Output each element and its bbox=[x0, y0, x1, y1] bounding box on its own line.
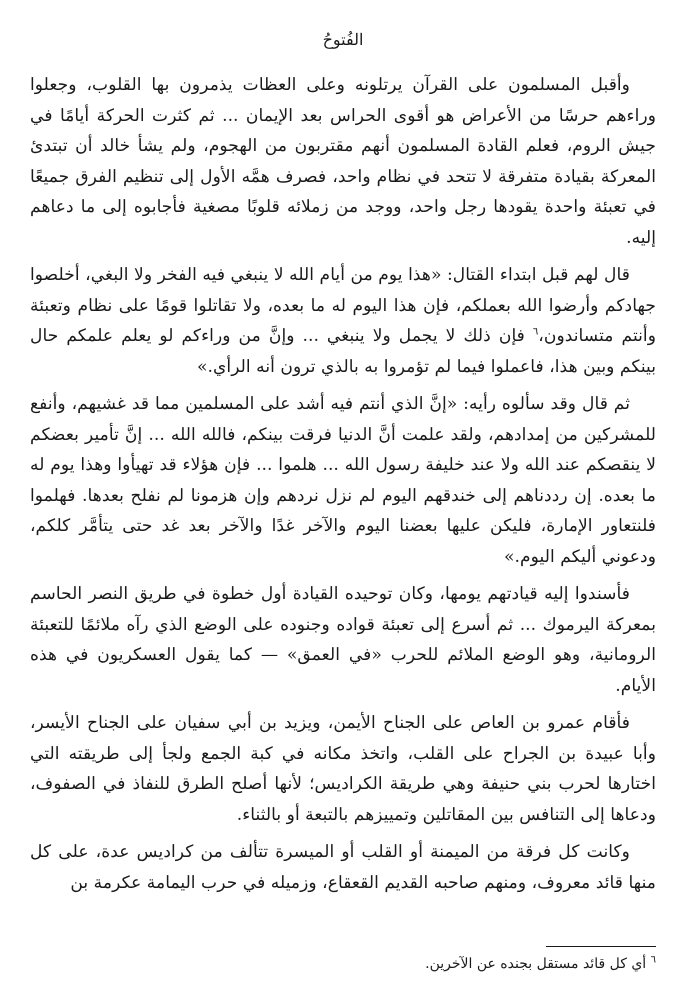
paragraph-1: وأقبل المسلمون على القرآن يرتلونه وعلى العظات يذمرون بها القلوب، وجعلوا وراءهم حرسًا من الأعراض هو أقوى الحراس بعد الإيمان ... ثم كثرت الحركة أيامًا في جيش الروم، فعلم القادة المسلمون أنهم مقتربون من الهجوم، ولم يشأ خالد أن تبتدئ المعركة بقيادة متفرقة لا تتحد في نظام واحد، فصرف همَّه الأول إلى تنظيم الفرق جميعًا في تعبئة واحدة يقودها رجل واحد، ووجد من زملائه قلوبًا مصغية فأجابوه إلى ما دعاهم إليه. bbox=[30, 75, 656, 248]
paragraph-2 bbox=[30, 260, 656, 382]
paragraph-3: ثم قال وقد سألوه رأيه: «إنَّ الذي أنتم فيه أشد على المسلمين مما قد غشيهم، وأنفع للمشركين من إمدادهم، ولقد علمت أنَّ الدنيا فرقت بينكم، فالله الله ... إنَّ تأمير بعضكم لا ينقصكم عند الله ولا عند خليفة رسول الله ... هلموا ... فإن هؤلاء قد تهيأوا وهذا يوم له ما بعده. إن رددناهم إلى خندقهم اليوم لم نزل نردهم وإن هزمونا لم نفلح بعدها. فهلموا فلنتعاور الإمارة، فليكن عليها بعضنا اليوم والآخر غدًا والآخر بعد غد حتى يتأمَّر كلكم، ودعوني أليكم اليوم.» bbox=[30, 394, 656, 567]
paragraph-6: وكانت كل فرقة من الميمنة أو القلب أو الميسرة تتألف من كراديس عدة، على كل منها قائد معروف، ومنهم صاحبه القديم القعقاع، وزميله في حرب اليمامة عكرمة بن bbox=[30, 842, 656, 893]
footnote-text: أي كل قائد مستقل بجنده عن الآخرين. bbox=[425, 956, 647, 972]
footnote bbox=[28, 953, 656, 975]
paragraph-2-part-1: قال لهم قبل ابتداء القتال: «هذا يوم من أيام الله لا ينبغي فيه الفخر ولا البغي، أخلصوا جهادكم وأرضوا الله بعملكم، فإن هذا اليوم له ما بعده، ولا تقاتلوا قومًا على نظام وتعبئة وأنتم متساندون، bbox=[30, 265, 657, 346]
footnote-area bbox=[28, 946, 656, 975]
body-text bbox=[30, 70, 656, 898]
footnote-divider bbox=[546, 946, 656, 947]
paragraph-5: فأقام عمرو بن العاص على الجناح الأيمن، ويزيد بن أبي سفيان على الجناح الأيسر، وأبا عبيدة بن الجراح على القلب، واتخذ مكانه في كبة الجمع ولجأ إلى طريقته التي اختارها لحرب بني حنيفة وهي طريقة الكراديس؛ لأنها أصلح الطرق للنفاذ في الصفوف، ودعاها إلى التنافس بين المقاتلين وتمييزهم بالتبعة أو بالثناء. bbox=[30, 713, 656, 825]
footnote-reference[interactable]: ٦ bbox=[532, 326, 539, 338]
paragraph-4: فأسندوا إليه قيادتهم يومها، وكان توحيده القيادة أول خطوة في طريق النصر الحاسم بمعركة اليرموك ... ثم أسرع إلى تعبئة قواده وجنوده على الوضع الذي رآه ملائمًا للتعبئة الرومانية، وهو الوضع الملائم للحرب «في العمق» — كما يقول العسكريون في هذه الأيام. bbox=[30, 584, 656, 696]
running-head: الفُتوحُ bbox=[322, 30, 364, 49]
paragraph-2-part-2: فإن ذلك لا يجمل ولا ينبغي ... وإنَّ من وراءكم لو يعلم علمكم حال بينكم وبين هذا، فاعملوا فيما لم تؤمروا به بالذي ترون أنه الرأي.» bbox=[30, 326, 656, 377]
footnote-number: ٦ bbox=[650, 954, 656, 966]
